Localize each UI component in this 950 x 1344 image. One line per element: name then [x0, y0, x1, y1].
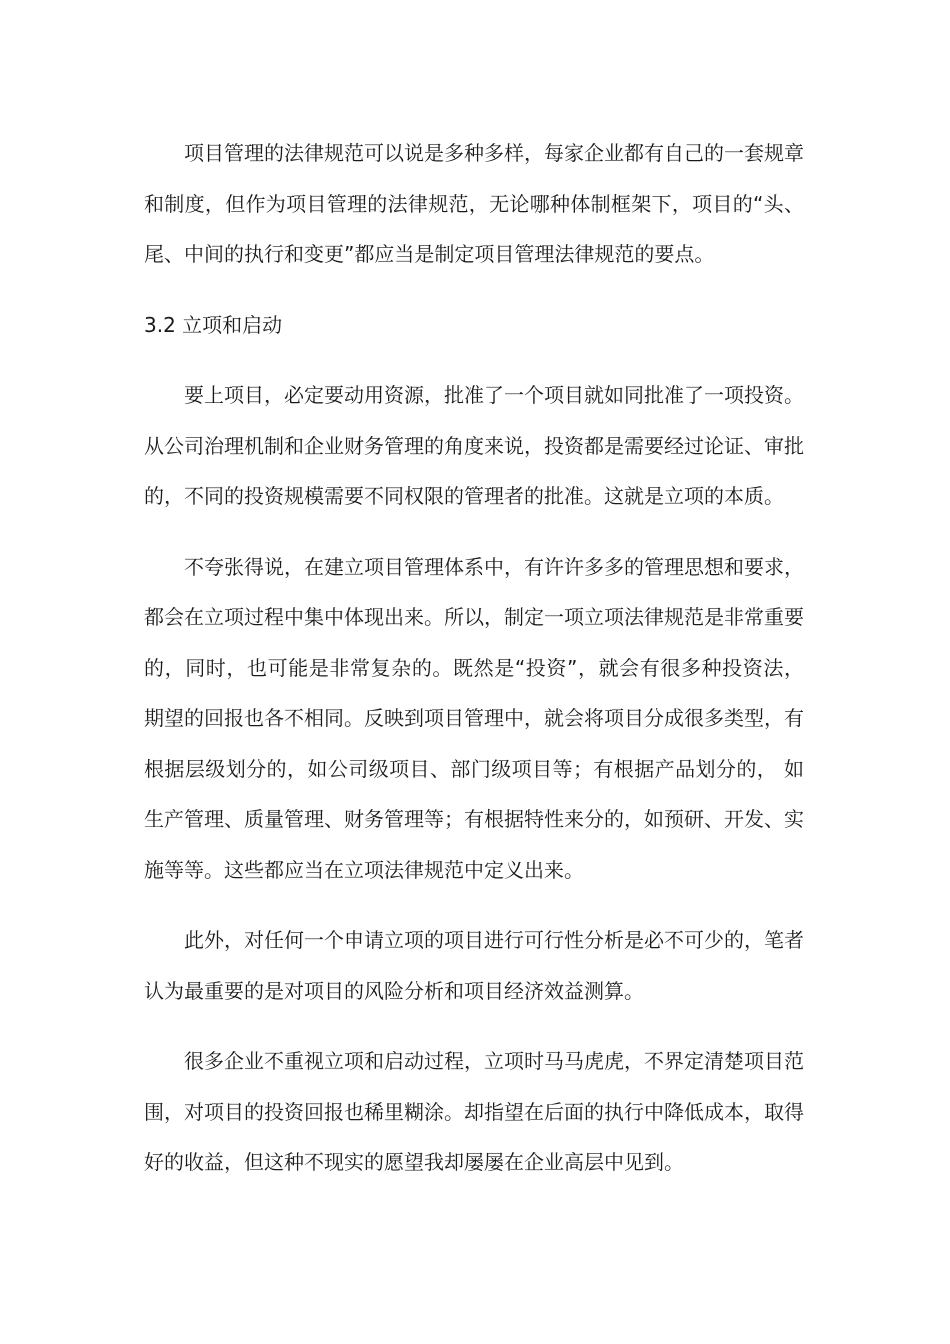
paragraph-startup-neglect: 很多企业不重视立项和启动过程，立项时马马虎虎，不界定清楚项目范围，对项目的投资回报也稀里糊涂。却指望在后面的执行中降低成本，取得好的收益，但这种不现实的愿望我却屡屡在企业高层中见到。 [144, 1049, 804, 1174]
paragraph-spacer [144, 522, 804, 542]
paragraph-feasibility-analysis: 此外，对任何一个申请立项的项目进行可行性分析是必不可少的，笔者认为最重要的是对项目的风险分析和项目经济效益测算。 [144, 928, 804, 1003]
paragraph-legal-norms-intro: 项目管理的法律规范可以说是多种多样，每家企业都有自己的一套规章和制度，但作为项目管理的法律规范，无论哪种体制框架下，项目的“头、尾、中间的执行和变更”都应当是制定项目管理法律规范的要点。 [144, 141, 804, 266]
paragraph-spacer [144, 280, 804, 300]
paragraph-spacer [144, 895, 804, 915]
paragraph-spacer [144, 1016, 804, 1036]
document-body [144, 128, 804, 1188]
paragraph-project-classification: 不夸张得说，在建立项目管理体系中，有许许多多的管理思想和要求，都会在立项过程中集中体现出来。所以，制定一项立项法律规范是非常重要的，同时，也可能是非常复杂的。既然是“投资”，就会有很多种投资法，期望的回报也各不相同。反映到项目管理中，就会将项目分成很多类型，有根据层级划分的，如公司级项目、部门级项目等；有根据产品划分的， 如生产管理、质量管理、财务管理等；有根据特性来分的，如预研、开发、实施等等。这些都应当在立项法律规范中定义出来。 [144, 554, 804, 882]
section-heading-3-2: 3.2 立项和启动 [144, 312, 283, 337]
paragraph-spacer [144, 350, 804, 370]
paragraph-project-approval-essence: 要上项目，必定要动用资源，批准了一个项目就如同批准了一项投资。从公司治理机制和企业财务管理的角度来说，投资都是需要经过论证、审批的，不同的投资规模需要不同权限的管理者的批准。这就是立项的本质。 [144, 383, 804, 508]
